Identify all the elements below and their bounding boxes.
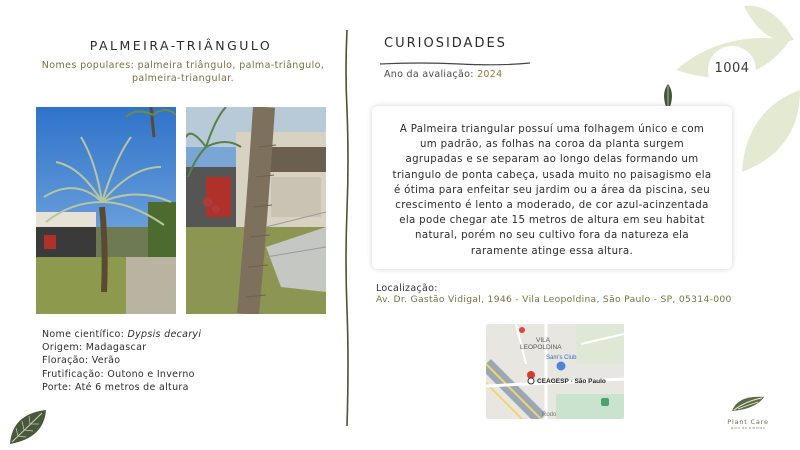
plant-title: PALMEIRA-TRIÂNGULO (89, 38, 273, 53)
map-district-line1: VILA (536, 337, 551, 344)
curiosities-card: A Palmeira triangular possuí uma folhagem único e com um padrão, as folhas na coroa da planta surgem agrupadas e se separam ao longo delas formando um triangulo de ponta cabeça, usada muito no paisagismo ela é ótima para enfeitar seu jardim ou a área da piscina, seu crescimento é lento a moderado, de cor azul-acinzentada ela pode chegar ate 15 metros de altura em seu habitat natural, porém no seu cultivo fora da natureza ela raramente atinge essa altura. (372, 106, 732, 269)
flowering-row: Floração: Verão (42, 355, 121, 367)
origin-row: Origem: Madagascar (42, 342, 147, 354)
plant-photo-1 (36, 107, 176, 314)
brand-tagline: guia de plantas (730, 426, 766, 430)
scientific-name-value: Dypsis decaryi (127, 329, 202, 340)
map-district-line2: LEOPOLDINA (520, 344, 562, 351)
plant-photo-2 (186, 107, 326, 314)
map-poi-ceagesp: CEAGESP - São Paulo (537, 378, 606, 385)
fruiting-row: Frutificação: Outono e Inverno (42, 368, 195, 380)
brand-logo (718, 393, 778, 430)
plate-number: 1004 (714, 61, 750, 76)
brand-name: Plant Care (727, 418, 769, 426)
leaf-decoration-top-right (672, 0, 800, 184)
curiosities-title: CURIOSIDADES (384, 36, 507, 51)
map-road-label: Rodo (542, 412, 557, 418)
year-label: Ano da avaliação: (384, 69, 474, 80)
location-map[interactable] (486, 324, 624, 419)
leaf-decoration-bottom-left (8, 408, 48, 450)
location-address: Av. Dr. Gastão Vidigal, 1946 - Vila Leopoldina, São Paulo - SP, 05314-000 (376, 294, 732, 305)
map-poi-sams-club: Sam's Club (546, 355, 577, 361)
title-underline (380, 52, 530, 58)
plant-facts (42, 328, 201, 394)
plant-care-logo-icon (728, 393, 768, 413)
evaluation-year (384, 69, 502, 80)
location-label: Localização: (376, 283, 438, 294)
column-divider (344, 30, 350, 426)
size-row: Porte: Até 6 metros de altura (42, 381, 189, 393)
year-value: 2024 (477, 69, 503, 80)
scientific-name-row (42, 328, 201, 341)
popular-names: Nomes populares: palmeira triângulo, palma-triângulo, palmeira-triangular. (41, 60, 325, 84)
scientific-name-label: Nome científico: (42, 329, 125, 340)
